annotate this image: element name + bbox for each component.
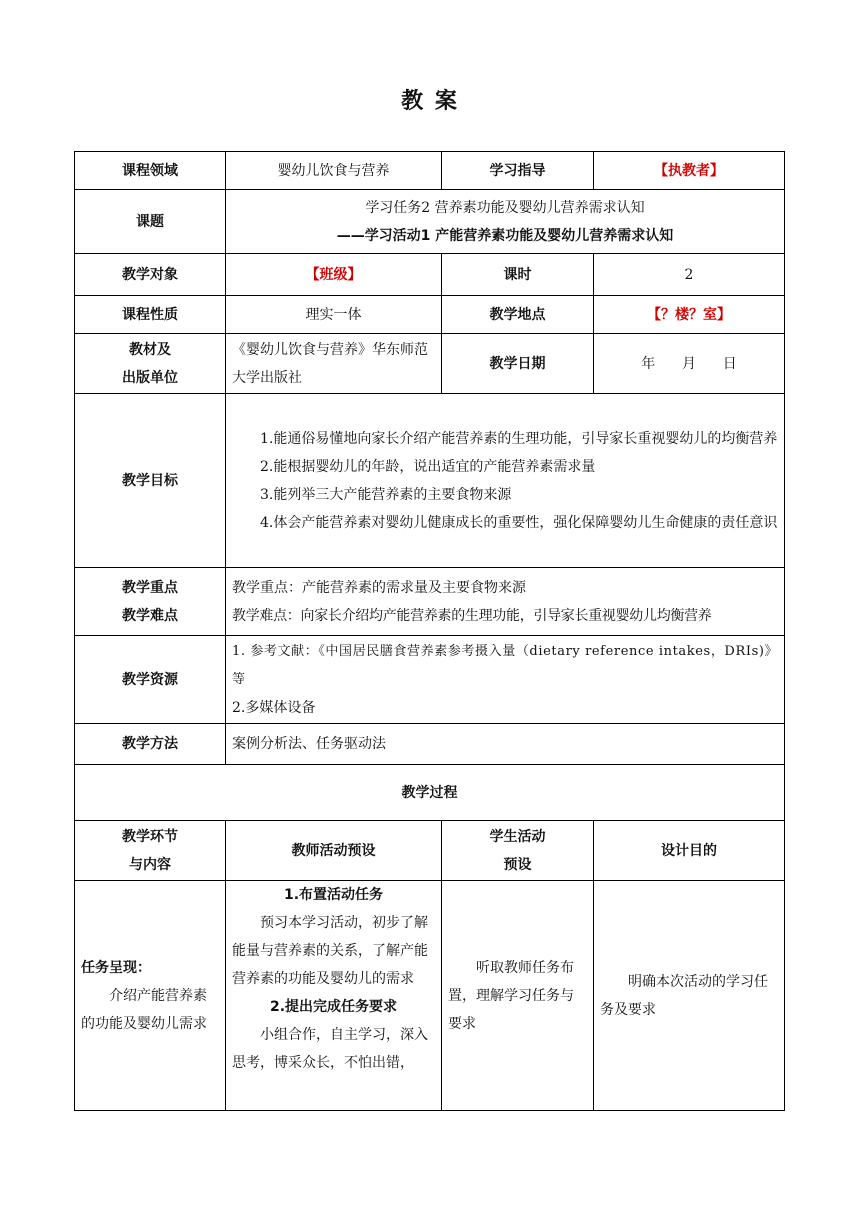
goal-item: 1.能通俗易懂地向家长介绍产能营养素的生理功能，引导家长重视婴幼儿的均衡营养: [260, 430, 778, 447]
purpose-cell: 明确本次活动的学习任务及要求: [594, 881, 785, 1111]
key-label-1: 教学重点: [122, 579, 178, 596]
stage-desc: 介绍产能营养素的功能及婴幼儿需求: [81, 987, 207, 1032]
col-student-header: [442, 821, 594, 881]
hours-value: 2: [594, 254, 785, 296]
topic-value: [226, 190, 785, 254]
goal-item: 4.体会产能营养素对婴幼儿健康成长的重要性，强化保障婴幼儿生命健康的责任意识: [260, 514, 778, 531]
teacher-para-2: 小组合作，自主学习，深入思考，博采众长，不怕出错，: [232, 1027, 428, 1071]
topic-line-2: ——学习活动1 产能营养素功能及婴幼儿营养需求认知: [336, 227, 674, 244]
goal-item: 3.能列举三大产能营养素的主要食物来源: [260, 486, 512, 503]
task-row: [75, 881, 785, 1111]
key-point: 教学重点：产能营养素的需求量及主要食物来源: [232, 579, 526, 596]
teacher-heading-2: 2.提出完成任务要求: [269, 999, 398, 1015]
method-value: 案例分析法、任务驱动法: [226, 724, 785, 765]
target-value: 【班级】: [226, 254, 442, 296]
resource-row: [75, 636, 785, 724]
guide-value: 【执教者】: [594, 152, 785, 190]
material-value: 《婴幼儿饮食与营养》华东师范大学出版社: [226, 334, 442, 394]
teacher-para-1: 预习本学习活动，初步了解能量与营养素的关系，了解产能营养素的功能及婴幼儿的需求: [232, 915, 428, 987]
col-stage-header-2: 与内容: [129, 856, 171, 873]
nature-row: [75, 296, 785, 334]
method-label: 教学方法: [75, 724, 226, 765]
resource-content: [226, 636, 785, 724]
goals-label: 教学目标: [75, 394, 226, 568]
material-row: [75, 334, 785, 394]
target-label: 教学对象: [75, 254, 226, 296]
course-area-value: 婴幼儿饮食与营养: [226, 152, 442, 190]
process-title-row: [75, 765, 785, 821]
key-label-2: 教学难点: [122, 607, 178, 624]
goals-list: [226, 394, 785, 568]
nature-value: 理实一体: [226, 296, 442, 334]
student-cell: 听取教师任务布置，理解学习任务与要求: [442, 881, 594, 1111]
col-student-header-2: 预设: [503, 856, 532, 873]
place-value: 【？楼？室】: [594, 296, 785, 334]
resource-item: 1. 参考文献：《中国居民膳食营养素参考摄入量（dietary reference intakes，DRIs)》等: [232, 643, 772, 687]
material-label-2: 出版单位: [122, 369, 178, 386]
col-teacher-header: 教师活动预设: [226, 821, 442, 881]
stage-title: 任务呈现：: [81, 959, 151, 976]
resource-label: 教学资源: [75, 636, 226, 724]
process-header-row: [75, 821, 785, 881]
difficulty-point: 教学难点：向家长介绍均产能营养素的生理功能，引导家长重视婴幼儿均衡营养: [232, 607, 712, 624]
topic-line-1: 学习任务2 营养素功能及婴幼儿营养需求认知: [365, 199, 645, 216]
col-purpose-header: 设计目的: [594, 821, 785, 881]
material-label: [75, 334, 226, 394]
key-content: [226, 568, 785, 636]
goals-row: [75, 394, 785, 568]
teacher-cell: [226, 881, 442, 1111]
topic-row: [75, 190, 785, 254]
resource-item: 2.多媒体设备: [232, 699, 316, 716]
hours-label: 课时: [442, 254, 594, 296]
date-value: 年 月 日: [594, 334, 785, 394]
col-student-header-1: 学生活动: [489, 828, 546, 845]
goal-item: 2.能根据婴幼儿的年龄，说出适宜的产能营养素需求量: [260, 458, 596, 475]
col-stage-header-1: 教学环节: [122, 828, 178, 845]
col-stage-header: [75, 821, 226, 881]
topic-label: 课题: [75, 190, 226, 254]
material-label-1: 教材及: [129, 341, 171, 358]
date-label: 教学日期: [442, 334, 594, 394]
document-title: 教 案: [401, 89, 459, 114]
teacher-heading-1: 1.布置活动任务: [283, 887, 384, 903]
guide-label: 学习指导: [442, 152, 594, 190]
stage-cell: [75, 881, 226, 1111]
target-row: [75, 254, 785, 296]
course-row: [75, 152, 785, 190]
nature-label: 课程性质: [75, 296, 226, 334]
course-area-label: 课程领域: [75, 152, 226, 190]
lesson-plan-table: [74, 151, 785, 1111]
method-row: [75, 724, 785, 765]
key-label: [75, 568, 226, 636]
place-label: 教学地点: [442, 296, 594, 334]
process-title: 教学过程: [75, 765, 785, 821]
key-row: [75, 568, 785, 636]
